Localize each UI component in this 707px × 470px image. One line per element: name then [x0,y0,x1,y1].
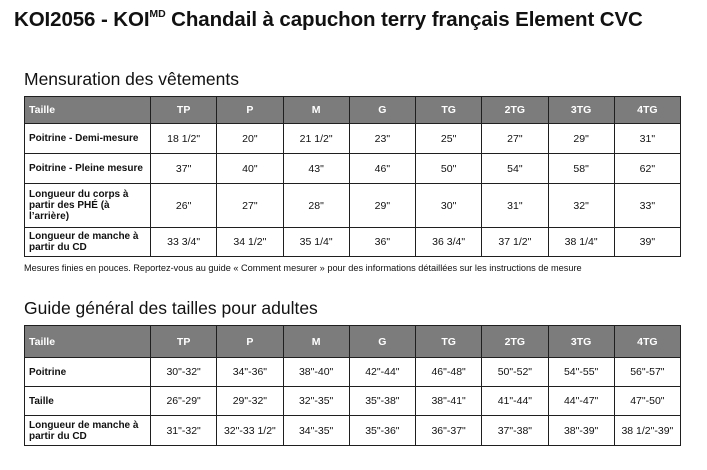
table-cell: 35 1/4" [283,228,349,257]
table-cell: 31"-32" [151,416,217,446]
column-header: 4TG [614,326,680,358]
table-cell: 31" [614,124,680,154]
table-cell: 34"-36" [217,358,283,387]
column-header: TG [416,97,482,124]
column-header: P [217,326,283,358]
column-header: G [349,326,415,358]
table-cell: 54"-55" [548,358,614,387]
table-cell: 36" [349,228,415,257]
column-header: P [217,97,283,124]
column-header: TG [416,326,482,358]
size-guide-table [24,325,681,446]
page-title [14,8,643,32]
table-cell: 34"-35" [283,416,349,446]
table-cell: 50"-52" [482,358,548,387]
table-cell: 37 1/2" [482,228,548,257]
table-cell: 54" [482,154,548,184]
table-cell: 42"-44" [349,358,415,387]
table-cell: 38"-41" [416,387,482,416]
table-cell: 36 3/4" [416,228,482,257]
table-cell: 33" [614,184,680,228]
table-cell: 30" [416,184,482,228]
table-cell: 32" [548,184,614,228]
table-cell: 27" [482,124,548,154]
table-cell: 62" [614,154,680,184]
table-cell: 37" [151,154,217,184]
table-cell: 40" [217,154,283,184]
table-cell: 41"-44" [482,387,548,416]
measurements-header-row [25,97,681,124]
table-cell: 27" [217,184,283,228]
row-label: Poitrine - Pleine mesure [25,154,151,184]
column-header: 3TG [548,97,614,124]
table-cell: 26"-29" [151,387,217,416]
table-cell: 20" [217,124,283,154]
table-cell: 46" [349,154,415,184]
table-cell: 33 3/4" [151,228,217,257]
title-prefix: KOI2056 - KOI [14,8,150,31]
row-label: Poitrine - Demi-mesure [25,124,151,154]
table-cell: 39" [614,228,680,257]
table-row [25,387,681,416]
column-header: G [349,97,415,124]
table-cell: 56"-57" [614,358,680,387]
row-label: Longueur de manche à partir du CD [25,228,151,257]
column-header: 2TG [482,97,548,124]
table-row [25,124,681,154]
column-header: M [283,97,349,124]
size-guide-header-row [25,326,681,358]
title-rest: Chandail à capuchon terry français Element CVC [165,8,643,31]
table-cell: 37"-38" [482,416,548,446]
table-cell: 38 1/2"-39" [614,416,680,446]
column-header: 3TG [548,326,614,358]
title-superscript: MD [149,8,166,20]
table-cell: 38 1/4" [548,228,614,257]
table-cell: 25" [416,124,482,154]
row-label: Longueur du corps à partir des PHÉ (à l’arrière) [25,184,151,228]
table-cell: 38"-39" [548,416,614,446]
size-guide-heading: Guide général des tailles pour adultes [24,298,318,318]
column-header: TP [151,326,217,358]
table-cell: 32"-35" [283,387,349,416]
row-label: Taille [25,387,151,416]
table-cell: 46"-48" [416,358,482,387]
row-label: Poitrine [25,358,151,387]
column-header: TP [151,97,217,124]
measurements-table [24,96,681,257]
table-cell: 30"-32" [151,358,217,387]
table-cell: 29" [349,184,415,228]
table-cell: 35"-36" [349,416,415,446]
table-cell: 35"-38" [349,387,415,416]
table-cell: 44"-47" [548,387,614,416]
table-row [25,416,681,446]
table-cell: 23" [349,124,415,154]
table-cell: 47"-50" [614,387,680,416]
table-cell: 32"-33 1/2" [217,416,283,446]
column-header: M [283,326,349,358]
table-row [25,358,681,387]
table-cell: 50" [416,154,482,184]
measurements-heading: Mensuration des vêtements [24,69,239,89]
table-cell: 58" [548,154,614,184]
measurement-note: Mesures finies en pouces. Reportez-vous au guide « Comment mesurer » pour des informations détaillées sur les instructions de mesure [24,263,582,273]
table-cell: 43" [283,154,349,184]
column-header: Taille [25,326,151,358]
column-header: 2TG [482,326,548,358]
column-header: Taille [25,97,151,124]
table-cell: 26" [151,184,217,228]
table-cell: 31" [482,184,548,228]
table-cell: 21 1/2" [283,124,349,154]
table-cell: 29" [548,124,614,154]
table-row [25,228,681,257]
table-cell: 36"-37" [416,416,482,446]
table-cell: 28" [283,184,349,228]
table-cell: 34 1/2" [217,228,283,257]
column-header: 4TG [614,97,680,124]
table-row [25,154,681,184]
table-cell: 29"-32" [217,387,283,416]
table-row [25,184,681,228]
table-cell: 18 1/2" [151,124,217,154]
row-label: Longueur de manche à partir du CD [25,416,151,446]
table-cell: 38"-40" [283,358,349,387]
